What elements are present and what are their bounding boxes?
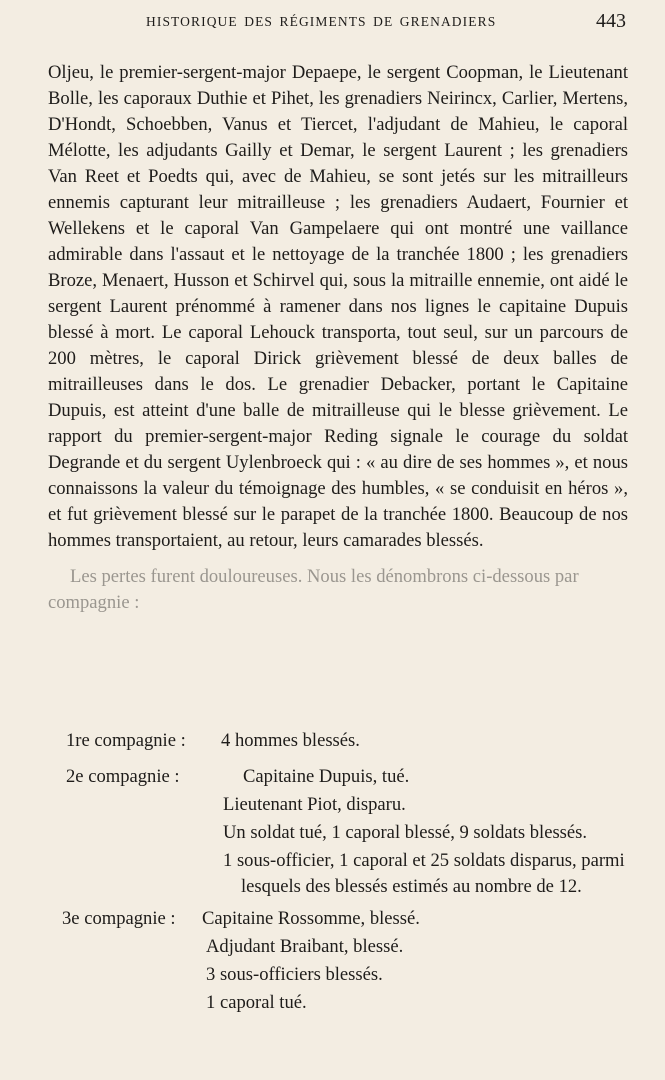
loss-entry: 3 sous-officiers blessés. <box>206 964 383 985</box>
loss-entry <box>223 820 638 846</box>
page-number: 443 <box>596 10 626 32</box>
paragraph-citations: Oljeu, le premier-sergent-major Depaepe, le sergent Coopman, le Lieutenant Bolle, les caporaux Duthie et Pihet, les grenadiers Neirincx, Carlier, Mertens, D'Hondt, Schoebben, Vanus et Tiercet, l'adjudant de Mahieu, le caporal Mélotte, les adjudants Gailly et Demar, le sergent Laurent ; les grenadiers Van Reet et Poedts qui, avec de Mahieu, se sont jetés sur les mitrailleurs ennemis capturant leur mitrailleuse ; les grenadiers Audaert, Fournier et Wellekens et le caporal Van Gampelaere qui ont montré une vaillance admirable dans l'assaut et le nettoyage de la tranchée 1800 ; les grenadiers Broze, Menaert, Husson et Schirvel qui, sous la mitraille ennemie, ont aidé le sergent Laurent prénommé à ramener dans nos lignes le capitaine Dupuis blessé à mort. Le caporal Lehouck transporta, tout seul, sur un parcours de 200 mètres, le caporal Dirick grièvement blessé de deux balles de mitrailleuses dans le dos. Le grenadier Debacker, portant le Capitaine Dupuis, est atteint d'une balle de mitrailleuse qui le blesse grièvement. Le rapport du premier-sergent-major Reding signale le courage du soldat Degrande et du sergent Uylenbroeck qui : « au dire de ses hommes », et nous connaissons la valeur du témoignage des humbles, « se conduisit en héros », et fut grièvement blessé sur le parapet de la tranchée 1800. Beaucoup de nos hommes transportaient, au retour, leurs camarades blessés. <box>48 62 628 551</box>
running-title: HISTORIQUE DES RÉGIMENTS DE GRENADIERS <box>146 14 497 29</box>
losses-list <box>62 728 636 1022</box>
company-label: 3e compagnie : <box>62 908 176 929</box>
loss-entry-text: 1 sous-officier, 1 caporal et 25 soldats disparus, parmi lesquels des blessés estimés au nombre de 12. <box>223 850 625 897</box>
paragraph-losses-intro: Les pertes furent douloureuses. Nous les dénombrons ci-dessous par compagnie : <box>48 566 579 613</box>
company-3-losses <box>62 906 636 1016</box>
loss-entry: Capitaine Rossomme, blessé. <box>202 908 420 929</box>
company-label: 1re compagnie : <box>66 730 186 751</box>
page-header <box>0 10 665 42</box>
loss-entry: 1 caporal tué. <box>206 992 307 1013</box>
company-label: 2e compagnie : <box>66 766 180 787</box>
body-text <box>48 60 628 616</box>
company-2-losses <box>66 764 636 900</box>
loss-entry: Adjudant Braibant, blessé. <box>206 936 404 957</box>
loss-entry <box>223 848 638 900</box>
loss-entry-text: Un soldat tué, 1 caporal blessé, 9 soldats blessés. <box>223 822 588 843</box>
company-1-losses <box>66 728 636 758</box>
loss-entry: Capitaine Dupuis, tué. <box>243 766 410 787</box>
loss-entry: Lieutenant Piot, disparu. <box>223 794 406 815</box>
loss-entry: 4 hommes blessés. <box>221 730 360 751</box>
